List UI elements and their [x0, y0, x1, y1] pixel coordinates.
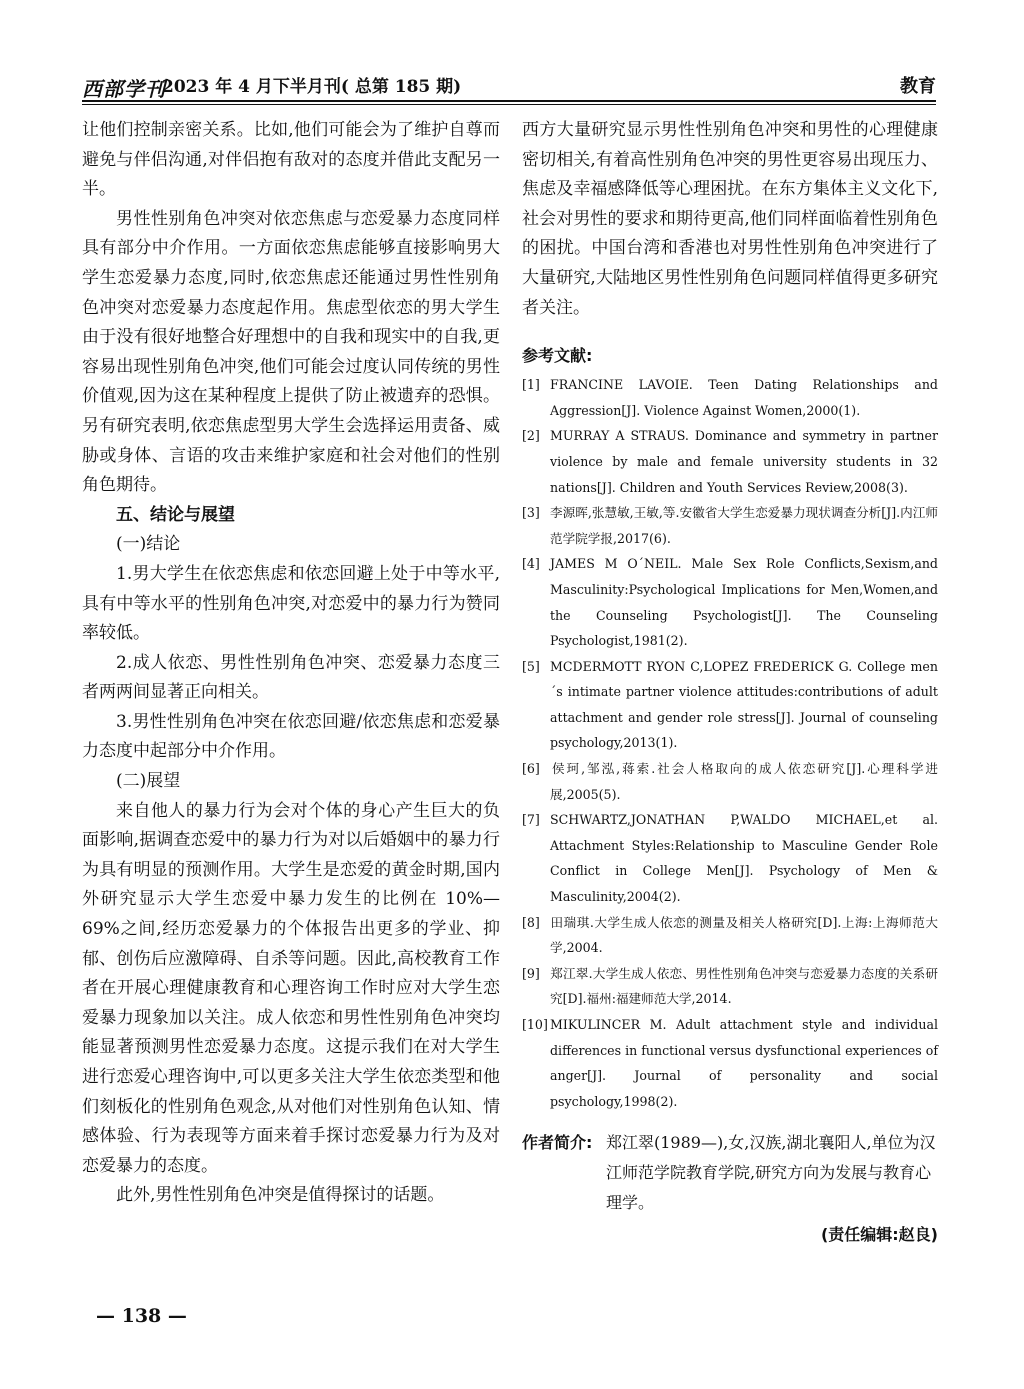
author-bio-text: 郑江翠(1989—),女,汉族,湖北襄阳人,单位为汉江师范学院教育学院,研究方向为发展与教育心理学。: [606, 1133, 936, 1213]
reference-number: [4]: [522, 556, 540, 572]
references-heading: 参考文献:: [522, 346, 593, 366]
header-rule: [82, 100, 936, 102]
author-bio: [522, 1128, 938, 1218]
reference-number: [5]: [522, 658, 540, 674]
reference-number: [3]: [522, 505, 540, 521]
reference-item: [522, 551, 938, 653]
reference-item: [522, 654, 938, 756]
reference-item: [522, 500, 938, 551]
responsible-editor: (责任编辑:赵良): [820, 1225, 938, 1245]
paragraph: 来自他人的暴力行为会对个体的身心产生巨大的负面影响,据调查恋爱中的暴力行为对以后婚姻中的暴力行为具有明显的预测作用。大学生是恋爱的黄金时期,国内外研究显示大学生恋爱中暴力发生的比例在 10%—69%之间,经历恋爱暴力的个体报告出更多的学业、抑郁、创伤后应激障碍、自杀等问题。因此,高校教育工作者在开展心理健康教育和心理咨询工作时应对大学生恋爱暴力现象加以关注。成人依恋和男性性别角色冲突均能显著预测男性恋爱暴力态度。这提示我们在对大学生进行恋爱心理咨询中,可以更多关注大学生依恋类型和他们刻板化的性别角色观念,从对他们对性别角色认知、情感体验、行为表现等方面来着手探讨恋爱暴力行为及对恋爱暴力的态度。: [82, 800, 500, 1176]
header-rule-thin: [82, 104, 936, 105]
reference-item: [522, 807, 938, 909]
page-number: — 138 —: [96, 1305, 187, 1327]
reference-text: SCHWARTZ,JONATHAN P,WALDO MICHAEL,et al. Attachment Styles:Relationship to Masculine Gender Role Conflict in College Men[J]. Psychology of Men & Masculinity,2004(2).: [550, 812, 938, 905]
reference-text: MIKULINCER M. Adult attachment style and individual differences in functional versus dysfunctional experiences of anger[J]. Journal of personality and social psychology,1998(2).: [550, 1017, 938, 1109]
reference-text: MURRAY A STRAUS. Dominance and symmetry in partner violence by male and female university students in 32 nations[J]. Children and Youth Services Review,2008(3).: [550, 428, 938, 495]
reference-item: [522, 961, 938, 1012]
paragraph: 让他们控制亲密关系。比如,他们可能会为了维护自尊而避免与伴侣沟通,对伴侣抱有敌对的态度并借此支配另一半。: [82, 120, 500, 200]
reference-number: [9]: [522, 965, 540, 981]
paragraph: 西方大量研究显示男性性别角色冲突和男性的心理健康密切相关,有着高性别角色冲突的男性更容易出现压力、焦虑及幸福感降低等心理困扰。在东方集体主义文化下,社会对男性的要求和期待更高,他们同样面临着性别角色的困扰。中国台湾和香港也对男性性别角色冲突进行了大量研究,大陆地区男性性别角色问题同样值得更多研究者关注。: [522, 120, 938, 318]
reference-number: [1]: [522, 377, 540, 393]
subsection-heading: (一)结论: [116, 534, 181, 555]
author-bio-label: 作者简介:: [522, 1133, 593, 1153]
left-column: [82, 116, 500, 1211]
reference-item: [522, 423, 938, 500]
reference-number: [6]: [522, 761, 540, 777]
paragraph: 男性性别角色冲突对依恋焦虑与恋爱暴力态度同样具有部分中介作用。一方面依恋焦虑能够直接影响男大学生恋爱暴力态度,同时,依恋焦虑还能通过男性性别角色冲突对恋爱暴力态度起作用。焦虑型依恋的男大学生由于没有很好地整合好理想中的自我和现实中的自我,更容易出现性别角色冲突,他们可能会过度认同传统的男性价值观,因为这在某种程度上提供了防止被遗弃的恐惧。另有研究表明,依恋焦虑型男大学生会选择运用责备、威胁或身体、言语的攻击来维护家庭和社会对他们的性别角色期待。: [82, 208, 500, 496]
reference-text: MCDERMOTT RYON C,LOPEZ FREDERICK G. College men´s intimate partner violence attitudes:contributions of adult attachment and gender role stress[J]. Journal of counseling psychology,2013(1).: [550, 658, 938, 751]
journal-logo: 西部学刊: [82, 77, 166, 101]
reference-item: [522, 910, 938, 961]
conclusion-item: 3.男性性别角色冲突在依恋回避/依恋焦虑和恋爱暴力态度中起部分中介作用。: [82, 711, 500, 762]
reference-item: [522, 756, 938, 807]
reference-number: [10]: [522, 1017, 548, 1032]
reference-number: [8]: [522, 914, 540, 930]
reference-text: 侯珂,邹泓,蒋索.社会人格取向的成人依恋研究[J].心理科学进展,2005(5).: [550, 761, 938, 802]
reference-text: FRANCINE LAVOIE. Teen Dating Relationships and Aggression[J]. Violence Against Women,2000(1).: [550, 377, 938, 418]
conclusion-item: 2.成人依恋、男性性别角色冲突、恋爱暴力态度三者两两间显著正向相关。: [82, 652, 500, 703]
reference-number: [2]: [522, 428, 540, 444]
paragraph: 此外,男性性别角色冲突是值得探讨的话题。: [116, 1185, 445, 1206]
right-column: [522, 116, 938, 1245]
running-header: [82, 70, 936, 100]
reference-item: [522, 372, 938, 423]
reference-text: 郑江翠.大学生成人依恋、男性性别角色冲突与恋爱暴力态度的关系研究[D].福州:福建师范大学,2014.: [550, 965, 938, 1007]
issue-info: 2023 年 4 月下半月刊( 总第 185 期): [162, 77, 462, 97]
reference-item: [522, 1012, 938, 1114]
section-heading: 五、结论与展望: [116, 504, 235, 525]
conclusion-item: 1.男大学生在依恋焦虑和依恋回避上处于中等水平,具有中等水平的性别角色冲突,对恋爱中的暴力行为赞同率较低。: [82, 563, 500, 644]
reference-list: [522, 372, 938, 1114]
reference-text: 李源晖,张慧敏,王敏,等.安徽省大学生恋爱暴力现状调查分析[J].内江师范学院学报,2017(6).: [550, 505, 938, 546]
section-name: 教育: [900, 76, 936, 97]
reference-text: 田瑞琪.大学生成人依恋的测量及相关人格研究[D].上海:上海师范大学,2004.: [550, 914, 938, 956]
reference-number: [7]: [522, 812, 540, 828]
reference-text: JAMES M O´NEIL. Male Sex Role Conflicts,Sexism,and Masculinity:Psychological Implications for Men,Women,and the Counseling Psychologist[J]. The Counseling Psychologist,1981(2).: [550, 556, 938, 649]
subsection-heading: (二)展望: [116, 771, 181, 792]
